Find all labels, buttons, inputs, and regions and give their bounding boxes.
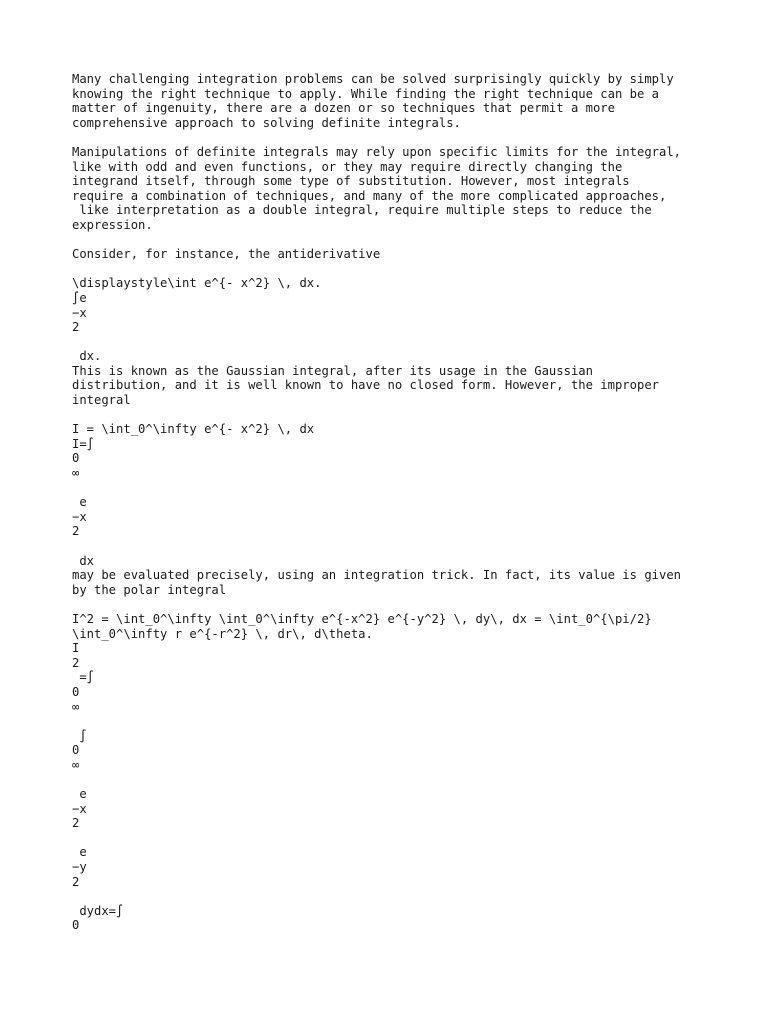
blank-line — [72, 773, 712, 788]
text-line: like with odd and even functions, or they may require directly changing the — [72, 159, 623, 174]
text-line: integrand itself, through some type of substitution. However, most integrals — [72, 174, 630, 189]
text-line: 2 — [72, 874, 80, 889]
text-line: ∞ — [72, 699, 80, 714]
text-line: knowing the right technique to apply. While finding the right technique can be a — [72, 86, 659, 101]
text-line: like interpretation as a double integral, require multiple steps to reduce the — [72, 203, 652, 218]
text-line: This is known as the Gaussian integral, after its usage in the Gaussian — [72, 363, 593, 378]
text-line: expression. — [72, 217, 153, 232]
text-line: distribution, and it is well known to have no closed form. However, the improper — [72, 378, 659, 393]
text-line: I = \int_0^\infty e^{- x^2} \, dx — [72, 422, 315, 437]
text-line: −x — [72, 509, 87, 524]
text-line: dx — [72, 553, 95, 568]
text-line: =∫ — [72, 670, 95, 685]
blank-line — [72, 408, 712, 423]
text-line: 0 — [72, 684, 80, 699]
text-line: may be evaluated precisely, using an integration trick. In fact, its value is given — [72, 568, 682, 583]
text-line: 2 — [72, 655, 80, 670]
text-line: \int_0^\infty r e^{-r^2} \, dr\, d\theta. — [72, 626, 373, 641]
text-line: Many challenging integration problems can be solved surprisingly quickly by simply — [72, 72, 674, 86]
text-line: 2 — [72, 816, 80, 831]
blank-line — [72, 597, 712, 612]
text-line: by the polar integral — [72, 582, 227, 597]
text-line: −y — [72, 860, 87, 875]
text-line: integral — [72, 393, 131, 408]
document-body — [72, 72, 712, 933]
blank-line — [72, 539, 712, 554]
text-line: 2 — [72, 524, 80, 539]
text-line: ∫e — [72, 290, 87, 305]
text-line: I — [72, 641, 80, 656]
text-line: 0 — [72, 743, 80, 758]
text-line: 0 — [72, 918, 80, 933]
blank-line — [72, 233, 712, 248]
text-line: 2 — [72, 320, 80, 335]
text-line: I^2 = \int_0^\infty \int_0^\infty e^{-x^2} e^{-y^2} \, dy\, dx = \int_0^{\pi/2} — [72, 611, 652, 626]
text-line: I=∫ — [72, 436, 95, 451]
text-line: ∞ — [72, 757, 80, 772]
text-line: Consider, for instance, the antiderivative — [72, 247, 381, 262]
text-line: 0 — [72, 451, 80, 466]
text-line: matter of ingenuity, there are a dozen or so techniques that permit a more — [72, 101, 615, 116]
text-line: comprehensive approach to solving definite integrals. — [72, 115, 461, 130]
blank-line — [72, 262, 712, 277]
text-line: e — [72, 845, 87, 860]
text-line: dydx=∫ — [72, 903, 124, 918]
text-line: ∫ — [72, 728, 87, 743]
text-line: e — [72, 787, 87, 802]
text-line: −x — [72, 305, 87, 320]
text-line: dx. — [72, 349, 102, 364]
blank-line — [72, 335, 712, 350]
text-line: require a combination of techniques, and many of the more complicated approaches, — [72, 188, 667, 203]
text-line: ∞ — [72, 466, 80, 481]
blank-line — [72, 130, 712, 145]
text-line: −x — [72, 801, 87, 816]
blank-line — [72, 889, 712, 904]
text-line: \displaystyle\int e^{- x^2} \, dx. — [72, 276, 322, 291]
text-line: e — [72, 495, 87, 510]
blank-line — [72, 831, 712, 846]
blank-line — [72, 714, 712, 729]
blank-line — [72, 481, 712, 496]
text-line: Manipulations of definite integrals may rely upon specific limits for the integral, — [72, 144, 682, 159]
